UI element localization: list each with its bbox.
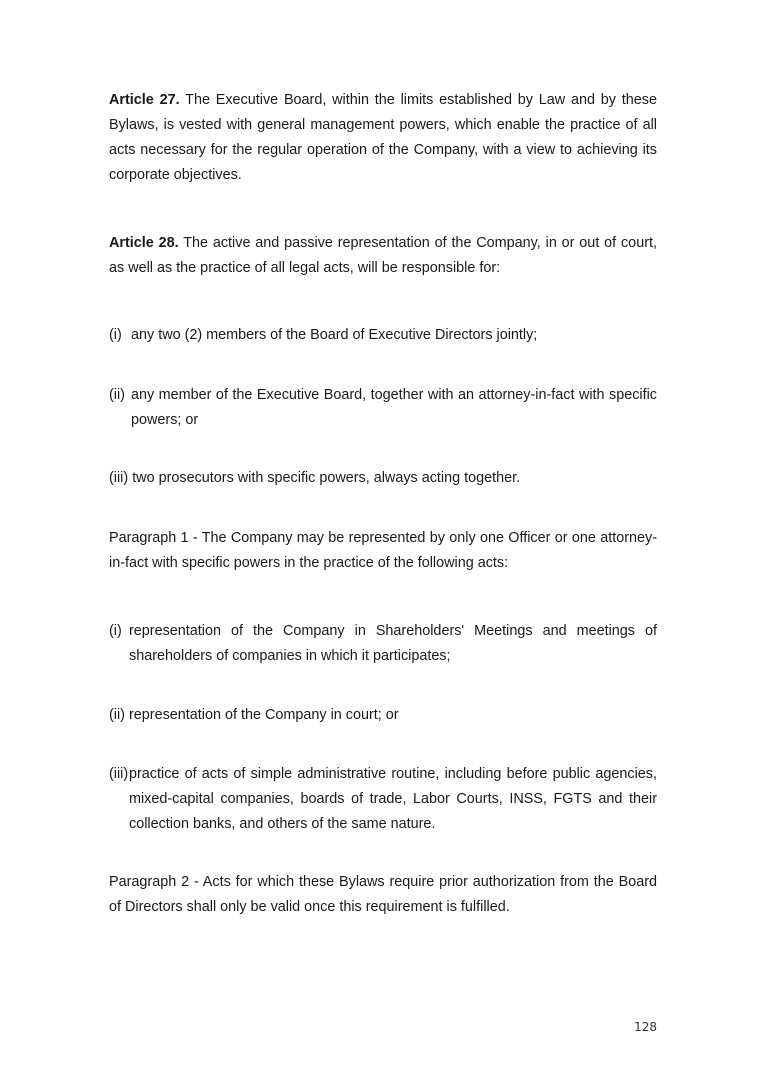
paragraph-1-text: Paragraph 1 - The Company may be represented by only one Officer or one attorney-in-fact with specific powers in the practice of the following acts: <box>109 530 657 571</box>
list-item <box>109 619 657 669</box>
list-item-text: any two (2) members of the Board of Executive Directors jointly; <box>131 327 538 343</box>
list-item <box>109 762 657 837</box>
paragraph-1 <box>109 526 657 576</box>
list-item-number: (i) <box>109 623 122 639</box>
list-item <box>109 383 657 433</box>
article-28 <box>109 231 657 281</box>
list-item-text: representation of the Company in court; or <box>129 707 399 723</box>
list-item <box>109 466 657 491</box>
page-number: 128 <box>634 1020 657 1034</box>
article-28-text: The active and passive representation of the Company, in or out of court, as well as the practice of all legal acts, will be responsible for: <box>109 235 657 276</box>
paragraph-2 <box>109 870 657 920</box>
article-27-text: The Executive Board, within the limits established by Law and by these Bylaws, is vested with general management powers, which enable the practice of all acts necessary for the regular operation of the Company, with a view to achieving its corporate objectives. <box>109 92 657 183</box>
list-item-number: (iii) <box>109 470 129 486</box>
article-27 <box>109 88 657 188</box>
list-item-number: (ii) <box>109 707 125 723</box>
list-item-text: practice of acts of simple administrative routine, including before public agencies, mixed-capital companies, boards of trade, Labor Courts, INSS, FGTS and their collection banks, and others of the same nature. <box>129 766 657 832</box>
article-27-heading: Article 27. <box>109 92 180 108</box>
list-item-text: any member of the Executive Board, together with an attorney-in-fact with specific powers; or <box>131 387 657 428</box>
list-item-number: (ii) <box>109 387 125 403</box>
list-item <box>109 323 657 348</box>
list-item-number: (iii) <box>109 766 129 782</box>
paragraph-2-text: Paragraph 2 - Acts for which these Bylaws require prior authorization from the Board of Directors shall only be valid once this requirement is fulfilled. <box>109 874 657 915</box>
article-28-heading: Article 28. <box>109 235 179 251</box>
list-item <box>109 703 657 728</box>
list-item-number: (i) <box>109 327 122 343</box>
list-item-text: representation of the Company in Shareholders' Meetings and meetings of shareholders of companies in which it participates; <box>129 623 657 664</box>
list-item-text: two prosecutors with specific powers, always acting together. <box>132 470 521 486</box>
